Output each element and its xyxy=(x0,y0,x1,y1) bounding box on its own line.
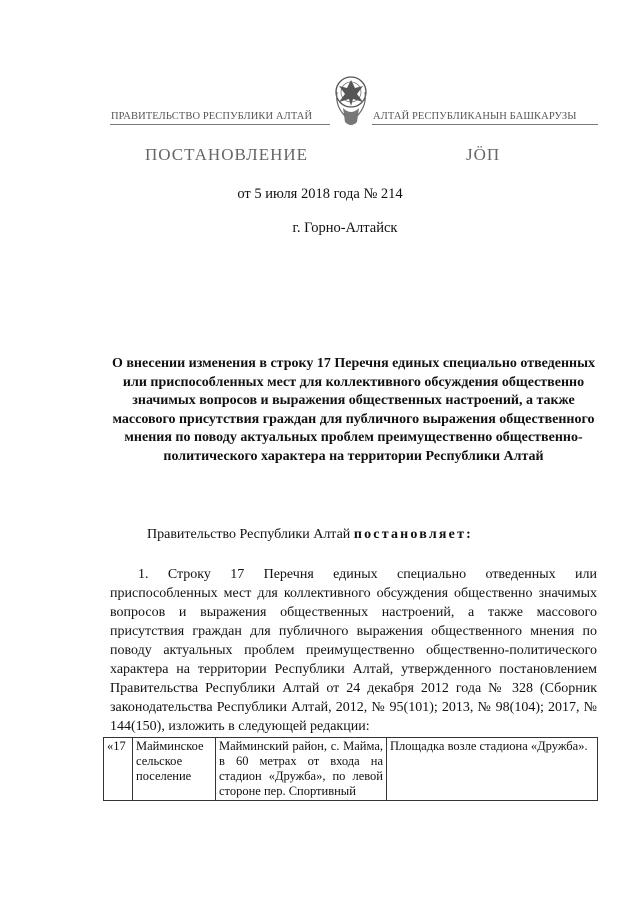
document-type-altai: JӦП xyxy=(466,145,501,164)
row-district: Майминское сельское поселение xyxy=(133,738,216,801)
row-place: Площадка возле стадиона «Дружба». xyxy=(387,738,598,801)
document-date-number: от 5 июля 2018 года № 214 xyxy=(237,186,403,202)
detail-table xyxy=(103,737,598,801)
preamble-text: Правительство Республики Алтай xyxy=(147,527,354,542)
table-row xyxy=(104,738,598,801)
header-rule-right xyxy=(372,124,598,125)
row-location: Майминский район, с. Майма, в 60 метрах от входа на стадион «Дружба», по левой стороне пер. Спортивный xyxy=(216,738,387,801)
coat-of-arms-icon xyxy=(329,72,373,134)
body-paragraph: 1. Строку 17 Перечня единых специально отведенных или приспособленных мест для коллективного обсуждения общественно значимых вопросов и выражения общественных настроений, а также массового присутствия граждан для публичного выражения общественного мнения по поводу актуальных проблем преимущественно общественно-политического характера на территории Республики Алтай, утвержденного постановлением Правительства Республики Алтай от 24 декабря 2012 года № 328 (Сборник законодательства Республики Алтай, 2012, № 95(101); 2013, № 98(104); 2017, № 144(150), изложить в следующей редакции: xyxy=(110,567,597,734)
document-title: О внесении изменения в строку 17 Перечня единых специально отведенных или приспособленных мест для коллективного обсуждения общественно значимых вопросов и выражения общественных настроений, а также массового присутствия граждан для публичного выражения общественного мнения по поводу актуальных проблем преимущественно общественно-политического характера на территории Республики Алтай xyxy=(111,356,596,464)
preamble xyxy=(147,527,473,543)
preamble-bold: постановляет: xyxy=(353,527,474,542)
document-type: ПОСТАНОВЛЕНИЕ xyxy=(145,145,309,164)
row-number: «17 xyxy=(104,738,133,801)
header-right: АЛТАЙ РЕСПУБЛИКАНЫН БАШКАРУЗЫ xyxy=(373,111,577,122)
header-rule-left xyxy=(110,124,330,125)
header-left: ПРАВИТЕЛЬСТВО РЕСПУБЛИКИ АЛТАЙ xyxy=(111,111,313,122)
document-city: г. Горно-Алтайск xyxy=(292,220,398,236)
